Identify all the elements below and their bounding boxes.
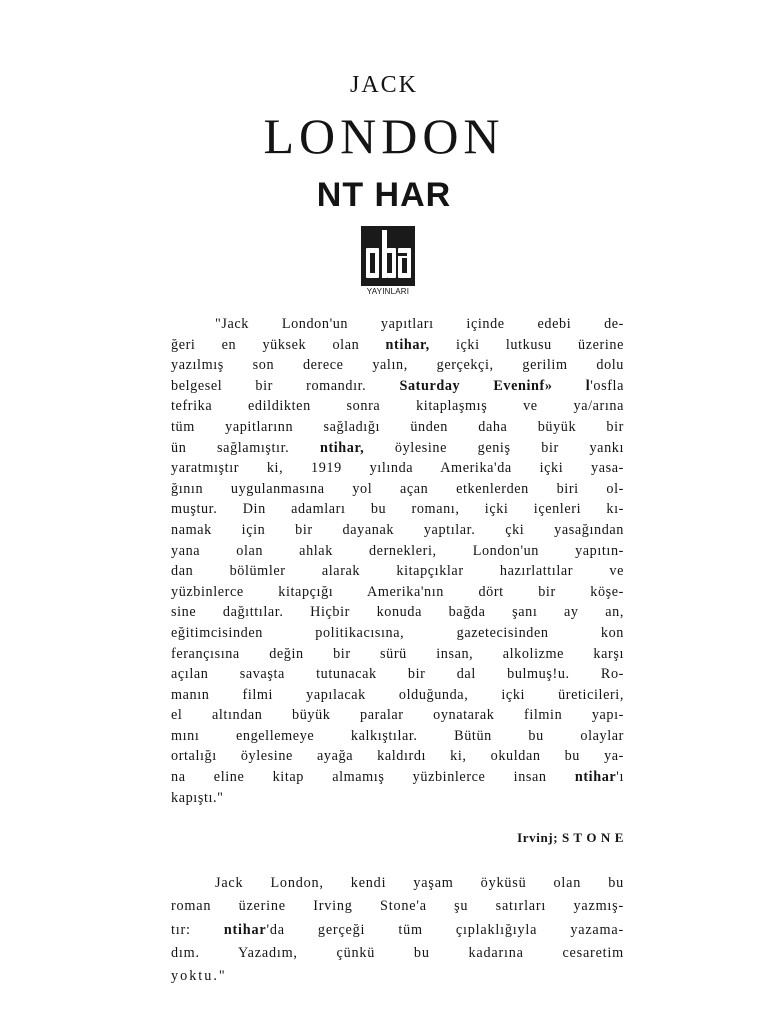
text-segment: namak için bir dayanak yaptılar. çki yasağından [171, 521, 624, 538]
text-segment: ortalığı öylesine ayağa kaldırdı ki, okuldan bu ya- [171, 748, 624, 765]
text-segment: ferançısına değin bir sürü insan, alkolizme karşı [171, 645, 624, 662]
text-segment: ğeri en yüksek olan [171, 336, 386, 353]
text-segment: roman üzerine Irving Stone'a şu satırları yazmış- [171, 898, 624, 915]
text-segment: tır: [171, 921, 224, 938]
emphasized-text: ntihar [574, 769, 617, 786]
oda-logo-icon [361, 226, 415, 286]
text-line [171, 479, 624, 500]
text-line [171, 726, 624, 747]
text-segment: öylesine geniş bir yankı [364, 439, 624, 456]
text-segment: "Jack London'un yapıtları içinde edebi de- [215, 316, 624, 332]
text-segment: yazılmış son derece yalın, gerçekçi, gerilim dolu [171, 357, 624, 374]
text-line [171, 664, 624, 685]
text-segment: 'osfla [590, 377, 624, 394]
text-segment: belgesel bir romandır. [171, 377, 400, 394]
text-line [171, 335, 624, 356]
text-line [171, 767, 624, 788]
text-line [171, 705, 624, 726]
text-line [171, 746, 624, 767]
text-segment: yoktu." [171, 968, 227, 985]
text-segment: eğitimcisinden politikacısına, gazetecisinden kon [171, 624, 624, 641]
text-segment: manın filmi yapılacak olduğunda, içki üreticileri, [171, 686, 624, 703]
text-segment: Jack London, kendi yaşam öyküsü olan bu [215, 875, 624, 891]
text-segment: el altından büyük paralar oynatarak filmin yapı- [171, 707, 624, 724]
text-line [171, 872, 624, 895]
publisher-name: YAYINLARI [366, 287, 410, 296]
text-line [171, 314, 624, 335]
text-line [171, 355, 624, 376]
author-first-name: JACK [349, 72, 418, 98]
text-segment: tefrika edildikten sonra kitaplaşmış ve ya/arına [171, 398, 624, 415]
text-line [171, 623, 624, 644]
text-segment: açılan savaşta tutunacak bir dal bulmuş!u. Ro- [171, 666, 624, 683]
text-line [171, 458, 624, 479]
emphasized-text: ntihar, [319, 439, 365, 456]
emphasized-text: ntihar, [385, 336, 430, 353]
text-line [171, 919, 624, 942]
book-title: NT HAR [316, 176, 452, 214]
publisher-logo [358, 226, 418, 300]
text-line [171, 499, 624, 520]
second-paragraph [171, 872, 624, 988]
text-line [171, 644, 624, 665]
text-line [171, 561, 624, 582]
text-segment: mını engellemeye kalkıştılar. Bütün bu olaylar [171, 727, 624, 744]
text-line [171, 965, 624, 988]
text-segment: na eline kitap almamış yüzbinlerce insan [171, 769, 575, 786]
text-line [171, 788, 624, 809]
text-segment: dan bölümler alarak kitapçıklar hazırlattılar ve [171, 563, 624, 580]
text-line [171, 602, 624, 623]
text-line [171, 942, 624, 965]
text-segment: yana olan ahlak dernekleri, London'un yapıtın- [171, 542, 624, 559]
emphasized-text: ntihar [223, 921, 267, 938]
text-segment: 'da gerçeği tüm çıplaklığıyla yazama- [266, 921, 624, 938]
text-line [171, 396, 624, 417]
text-segment: ğının uygulanmasına yol açan etkenlerden biri ol- [171, 480, 624, 497]
text-segment: sine dağıttılar. Hiçbir konuda bağda şanı ay an, [171, 604, 624, 621]
text-segment: içki lutkusu üzerine [429, 336, 624, 353]
text-line [171, 376, 624, 397]
text-line [171, 520, 624, 541]
text-segment: muştur. Din adamları bu romanı, içki içenleri kı- [171, 501, 624, 518]
author-last-name: LONDON [263, 108, 505, 164]
text-segment: kapıştı." [171, 789, 224, 806]
text-segment: ün sağlamıştır. [171, 439, 320, 456]
text-line [171, 417, 624, 438]
text-segment: yaratmıştır ki, 1919 yılında Amerika'da içki yasa- [171, 460, 624, 477]
text-line [171, 685, 624, 706]
text-segment: tüm yapitlarınn sağladığı ünden daha büyük bir [171, 418, 624, 435]
emphasized-text: Saturday Eveninf» l [399, 377, 591, 394]
quote-attribution: Irvinj; S T O N E [517, 830, 624, 845]
text-line [171, 582, 624, 603]
text-segment: 'ı [616, 769, 624, 786]
text-line [171, 438, 624, 459]
text-line [171, 541, 624, 562]
text-segment: yüzbinlerce kitapçığı Amerika'nın dört bir köşe- [171, 583, 624, 600]
text-line [171, 895, 624, 918]
text-segment: dım. Yazadım, çünkü bu kadarına cesaretim [171, 944, 624, 961]
quote-paragraph [171, 314, 624, 808]
